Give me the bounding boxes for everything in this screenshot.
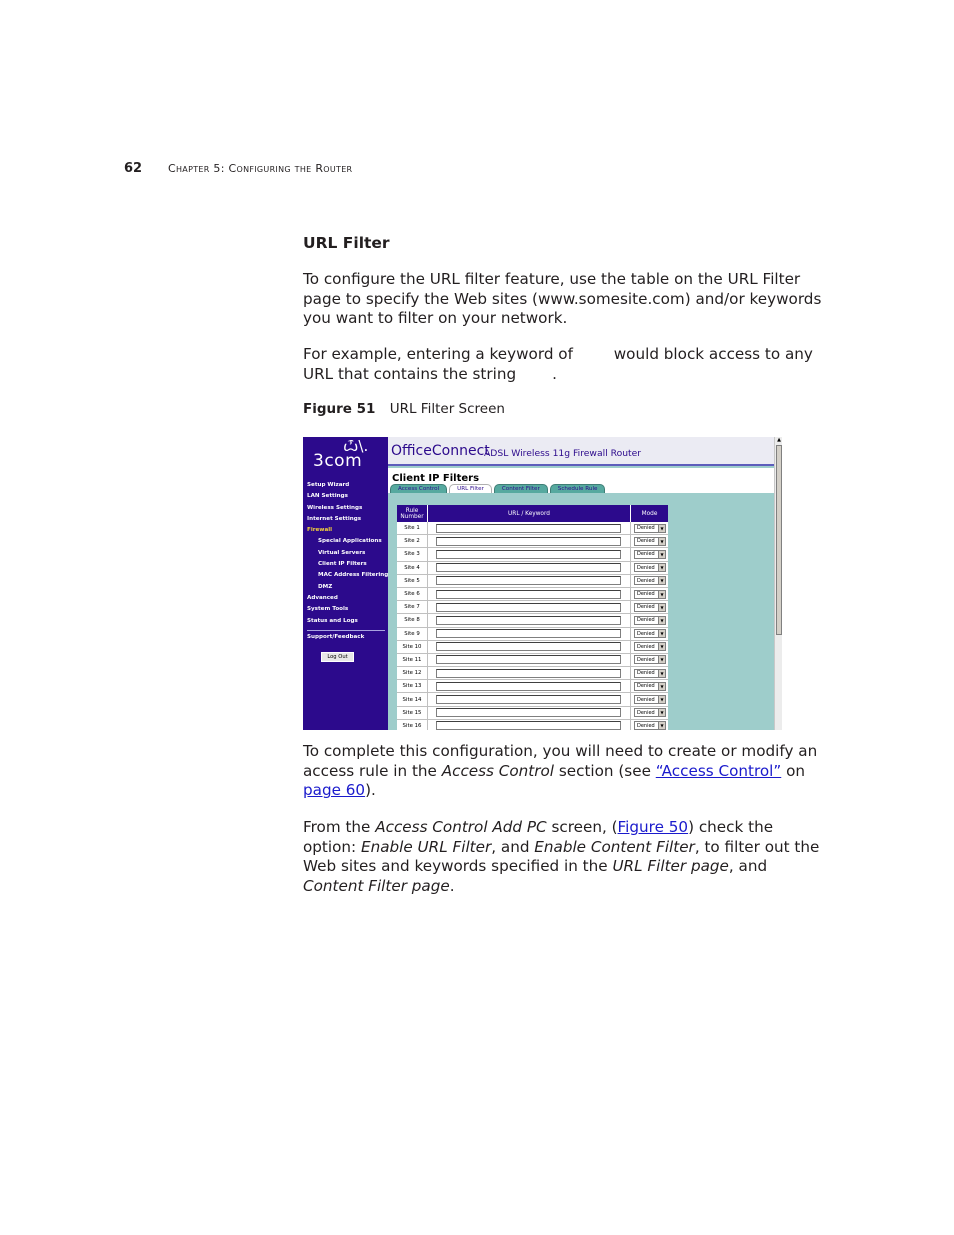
- chevron-down-icon[interactable]: ▼: [658, 656, 665, 663]
- url-keyword-input[interactable]: [436, 669, 621, 678]
- url-filter-table: [397, 505, 668, 730]
- table-row: [397, 614, 668, 627]
- url-keyword-cell: [428, 614, 631, 626]
- mode-cell: [631, 641, 668, 653]
- access-control-link[interactable]: “Access Control”: [655, 761, 782, 780]
- table-row: [397, 680, 668, 693]
- table-row: [397, 535, 668, 548]
- page-heading: Client IP Filters: [392, 473, 480, 484]
- rule-number-cell: Site 3: [397, 548, 428, 560]
- mode-value: Denied: [637, 604, 655, 611]
- enable-filter-paragraph: [303, 818, 823, 896]
- logo-swirl-icon: ѽ\.: [343, 437, 369, 455]
- rule-number-cell: Site 5: [397, 575, 428, 587]
- rule-number-cell: Site 12: [397, 667, 428, 679]
- chevron-down-icon[interactable]: ▼: [658, 538, 665, 545]
- scroll-up-icon[interactable]: ▲: [777, 437, 781, 443]
- sidebar: [303, 437, 388, 730]
- table-row: [397, 641, 668, 654]
- mode-cell: [631, 707, 668, 719]
- mode-value: Denied: [637, 538, 655, 545]
- para3-text-2: section (see: [554, 761, 656, 780]
- url-keyword-input[interactable]: [436, 576, 621, 585]
- url-keyword-input[interactable]: [436, 603, 621, 612]
- para4-italic-3: Enable Content Filter: [534, 837, 695, 856]
- tab-url-filter[interactable]: URL Filter: [449, 484, 492, 493]
- table-row: [397, 522, 668, 535]
- chevron-down-icon[interactable]: ▼: [658, 617, 665, 624]
- url-keyword-cell: [428, 562, 631, 574]
- page-number: 62: [124, 161, 143, 176]
- sidebar-item-special-applications[interactable]: Special Applications: [318, 538, 382, 545]
- example-text-2: would block access to any URL that contains the string: [303, 345, 813, 383]
- url-keyword-input[interactable]: [436, 550, 621, 559]
- url-keyword-cell: [428, 654, 631, 666]
- brand-name: OfficeConnect: [391, 443, 490, 459]
- mode-cell: [631, 680, 668, 692]
- mode-select[interactable]: [634, 708, 666, 717]
- url-keyword-input[interactable]: [436, 655, 621, 664]
- sidebar-item-mac-address-filtering[interactable]: MAC Address Filtering: [318, 572, 389, 579]
- para4-text-1: From the: [303, 818, 376, 836]
- product-banner: [388, 437, 774, 466]
- url-keyword-cell: [428, 548, 631, 560]
- mode-value: Denied: [637, 643, 655, 650]
- figure-caption: [303, 401, 505, 417]
- chevron-down-icon[interactable]: ▼: [658, 591, 665, 598]
- figure-title: URL Filter Screen: [389, 401, 505, 417]
- para3-text-1: To complete this configuration, you will need to create or modify an access rule in the: [303, 742, 818, 780]
- tab-bar: [390, 484, 607, 493]
- router-screenshot: [303, 437, 782, 730]
- rule-number-cell: Site 1: [397, 522, 428, 534]
- mode-select[interactable]: [634, 642, 666, 651]
- para4-italic-2: Enable URL Filter: [360, 837, 492, 856]
- rule-number-cell: Site 4: [397, 562, 428, 574]
- mode-select[interactable]: [634, 590, 666, 599]
- mode-select[interactable]: [634, 524, 666, 533]
- sidebar-item-setup-wizard[interactable]: Setup Wizard: [307, 482, 350, 488]
- chevron-down-icon[interactable]: ▼: [658, 551, 665, 558]
- table-row: [397, 693, 668, 706]
- scroll-thumb[interactable]: [776, 445, 782, 635]
- figure-50-link[interactable]: Figure 50: [617, 818, 689, 836]
- example-paragraph: [303, 345, 823, 384]
- chevron-down-icon[interactable]: ▼: [658, 564, 665, 571]
- mode-cell: [631, 601, 668, 613]
- mode-value: Denied: [637, 577, 655, 584]
- content-area: [388, 493, 774, 730]
- para4-italic-5: Content Filter page: [303, 876, 450, 895]
- sidebar-item-firewall[interactable]: Firewall: [307, 527, 333, 534]
- para4-italic-4: URL Filter page: [612, 857, 729, 875]
- mode-cell: [631, 535, 668, 547]
- url-keyword-cell: [428, 601, 631, 613]
- para3-italic-1: Access Control: [441, 761, 555, 780]
- url-keyword-cell: [428, 628, 631, 640]
- chevron-down-icon[interactable]: ▼: [658, 630, 665, 637]
- table-row: [397, 562, 668, 575]
- url-keyword-input[interactable]: [436, 629, 621, 638]
- rule-number-cell: Site 13: [397, 680, 428, 692]
- mode-value: Denied: [637, 525, 655, 532]
- para4-text-2: screen, (: [546, 818, 618, 836]
- table-header: [397, 505, 668, 522]
- table-row: [397, 588, 668, 601]
- url-keyword-cell: [428, 641, 631, 653]
- mode-cell: [631, 575, 668, 587]
- mode-cell: [631, 614, 668, 626]
- mode-value: Denied: [637, 630, 655, 637]
- sidebar-nav: [307, 480, 388, 627]
- url-keyword-input[interactable]: [436, 563, 621, 572]
- scrollbar[interactable]: [774, 437, 782, 730]
- mode-cell: [631, 588, 668, 600]
- chevron-down-icon[interactable]: ▼: [658, 696, 665, 703]
- mode-cell: [631, 720, 668, 730]
- table-row: [397, 601, 668, 614]
- table-row: [397, 628, 668, 641]
- chevron-down-icon[interactable]: ▼: [658, 670, 665, 677]
- mode-select[interactable]: [634, 550, 666, 559]
- url-keyword-input[interactable]: [436, 708, 621, 717]
- url-keyword-cell: [428, 707, 631, 719]
- rule-number-cell: Site 2: [397, 535, 428, 547]
- sidebar-item-internet-settings[interactable]: Internet Settings: [307, 515, 362, 522]
- mode-value: Denied: [637, 591, 655, 598]
- mode-select[interactable]: [634, 695, 666, 704]
- url-keyword-input[interactable]: [436, 616, 621, 625]
- chevron-down-icon[interactable]: ▼: [658, 643, 665, 650]
- sidebar-item-virtual-servers[interactable]: Virtual Servers: [318, 549, 366, 556]
- url-keyword-input[interactable]: [436, 695, 621, 704]
- rule-number-cell: Site 6: [397, 588, 428, 600]
- mode-select[interactable]: [634, 629, 666, 638]
- mode-value: Denied: [637, 709, 655, 716]
- url-keyword-input[interactable]: [436, 590, 621, 599]
- mode-cell: [631, 654, 668, 666]
- chevron-down-icon[interactable]: ▼: [658, 604, 665, 611]
- access-rule-paragraph: [303, 742, 823, 801]
- url-keyword-cell: [428, 680, 631, 692]
- table-body: [397, 522, 668, 730]
- table-row: [397, 720, 668, 730]
- rule-number-cell: Site 16: [397, 720, 428, 730]
- url-keyword-cell: [428, 535, 631, 547]
- url-keyword-cell: [428, 588, 631, 600]
- mode-value: Denied: [637, 722, 655, 729]
- url-keyword-cell: [428, 720, 631, 730]
- mode-select[interactable]: [634, 616, 666, 625]
- para4-italic-1: Access Control Add PC: [375, 818, 547, 836]
- mode-cell: [631, 522, 668, 534]
- url-keyword-cell: [428, 575, 631, 587]
- rule-number-cell: Site 15: [397, 707, 428, 719]
- mode-cell: [631, 562, 668, 574]
- sidebar-item-client-ip-filters[interactable]: Client IP Filters: [318, 561, 367, 568]
- chevron-down-icon[interactable]: ▼: [658, 525, 665, 532]
- url-keyword-input[interactable]: [436, 721, 621, 730]
- mode-cell: [631, 667, 668, 679]
- mode-cell: [631, 693, 668, 705]
- table-row: [397, 654, 668, 667]
- intro-paragraph: To configure the URL filter feature, use the table on the URL Filter page to specify the Web sites (www.somesite.com) and/or keywords you want to filter on your network.: [303, 270, 822, 327]
- para4-text-3: ) check the option:: [303, 818, 774, 856]
- rule-number-cell: Site 10: [397, 641, 428, 653]
- para4-text-7: .: [449, 876, 455, 895]
- mode-value: Denied: [637, 617, 655, 624]
- para4-text-5: , to filter out the Web sites and keywords specified in the: [303, 837, 820, 875]
- url-keyword-input[interactable]: [436, 642, 621, 651]
- mode-value: Denied: [637, 656, 655, 663]
- chapter-title: Chapter 5: Configuring the Router: [168, 162, 353, 175]
- table-row: [397, 707, 668, 720]
- mode-cell: [631, 548, 668, 560]
- sidebar-item-system-tools[interactable]: System Tools: [307, 606, 349, 613]
- mode-value: Denied: [637, 670, 655, 677]
- para4-text-6: , and: [728, 857, 768, 875]
- mode-cell: [631, 628, 668, 640]
- table-row: [397, 575, 668, 588]
- example-text-1: For example, entering a keyword of: [303, 345, 573, 363]
- mode-select[interactable]: [634, 669, 666, 678]
- url-keyword-header: URL / Keyword: [428, 505, 631, 522]
- url-keyword-input[interactable]: [436, 537, 621, 546]
- mode-select[interactable]: [634, 537, 666, 546]
- sidebar-item-wireless-settings[interactable]: Wireless Settings: [307, 504, 363, 511]
- chevron-down-icon[interactable]: ▼: [658, 709, 665, 716]
- logout-button[interactable]: Log Out: [321, 652, 354, 662]
- para3-text-4: ).: [365, 781, 376, 799]
- mode-select[interactable]: [634, 682, 666, 691]
- rule-number-cell: Site 9: [397, 628, 428, 640]
- table-row: [397, 548, 668, 561]
- mode-value: Denied: [637, 683, 655, 690]
- para4-text-4: , and: [491, 837, 535, 856]
- mode-value: Denied: [637, 551, 655, 558]
- table-row: [397, 667, 668, 680]
- url-keyword-input[interactable]: [436, 524, 621, 533]
- mode-select[interactable]: [634, 576, 666, 585]
- url-keyword-cell: [428, 522, 631, 534]
- mode-select[interactable]: [634, 563, 666, 572]
- para3-text-3: on: [781, 761, 805, 780]
- mode-value: Denied: [637, 564, 655, 571]
- figure-label: Figure 51: [303, 401, 376, 417]
- sidebar-item-lan-settings[interactable]: LAN Settings: [307, 493, 348, 500]
- tab-access-control[interactable]: Access Control: [390, 484, 447, 493]
- rule-number-cell: Site 8: [397, 614, 428, 626]
- sidebar-item-status-and-logs[interactable]: Status and Logs: [307, 617, 358, 624]
- mode-select[interactable]: [634, 603, 666, 612]
- url-keyword-cell: [428, 693, 631, 705]
- rule-number-cell: Site 14: [397, 693, 428, 705]
- chevron-down-icon[interactable]: ▼: [658, 683, 665, 690]
- logo: 3com: [313, 451, 363, 471]
- chevron-down-icon[interactable]: ▼: [658, 577, 665, 584]
- sidebar-divider: [307, 630, 385, 631]
- product-name: ADSL Wireless 11g Firewall Router: [484, 448, 642, 459]
- tab-schedule-rule[interactable]: Schedule Rule: [550, 484, 606, 493]
- rule-number-cell: Site 7: [397, 601, 428, 613]
- mode-header: Mode: [641, 510, 658, 517]
- mode-select[interactable]: [634, 655, 666, 664]
- example-text-3: .: [552, 364, 557, 383]
- rule-number-cell: Site 11: [397, 654, 428, 666]
- page-title-bar: [388, 468, 774, 493]
- mode-value: Denied: [637, 696, 655, 703]
- rule-number-header: Rule Number: [397, 505, 428, 522]
- section-title: URL Filter: [303, 234, 390, 252]
- support-feedback-link[interactable]: Support/Feedback: [307, 634, 365, 640]
- url-keyword-cell: [428, 667, 631, 679]
- sidebar-item-dmz[interactable]: DMZ: [318, 583, 333, 590]
- page-60-link[interactable]: page 60: [303, 781, 366, 799]
- sidebar-item-advanced[interactable]: Advanced: [307, 594, 338, 601]
- mode-select[interactable]: [634, 721, 666, 730]
- tab-content-filter[interactable]: Content Filter: [494, 484, 548, 493]
- url-keyword-input[interactable]: [436, 682, 621, 691]
- chevron-down-icon[interactable]: ▼: [658, 722, 665, 729]
- page-header: [124, 161, 352, 176]
